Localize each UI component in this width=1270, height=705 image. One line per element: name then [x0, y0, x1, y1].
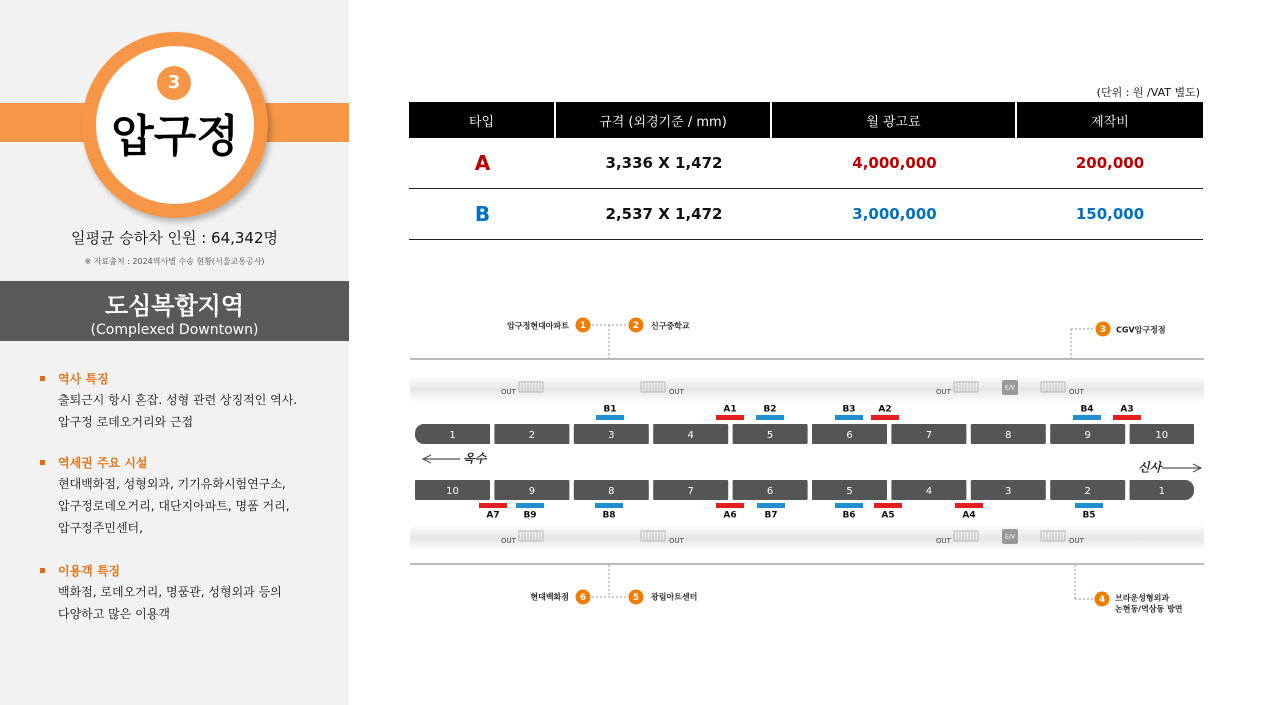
table-row — [409, 138, 1203, 189]
production-cost-cell: 200,000 — [1075, 154, 1145, 172]
monthly-fee-cell: 3,000,000 — [852, 205, 937, 223]
ad-marker — [835, 415, 863, 420]
out-label: OUT — [1069, 388, 1084, 396]
exit-number: 6 — [579, 593, 587, 603]
car-number: 3 — [608, 430, 615, 441]
marker-label: A2 — [878, 404, 892, 415]
elevator-label: E/V — [1005, 533, 1015, 541]
stairs-layer — [501, 380, 1085, 545]
marker-label: B4 — [1080, 404, 1094, 415]
car-number: 5 — [766, 430, 774, 441]
feature-line: 출퇴근시 항시 혼잡. 성형 관련 상징적인 역사. — [58, 393, 298, 407]
marker-label: B8 — [602, 510, 616, 521]
ad-marker — [756, 415, 784, 420]
station-name: 압구정 — [111, 111, 239, 162]
elevator-label: E/V — [1005, 384, 1015, 392]
source-note: ※ 자료출처 : 2024역사별 수송 현황(서울교통공사) — [84, 257, 265, 266]
marker-label: A3 — [1120, 404, 1134, 415]
car-number: 8 — [608, 486, 615, 497]
ad-marker — [596, 415, 624, 420]
ad-marker — [1075, 503, 1103, 508]
marker-label: A1 — [723, 404, 737, 415]
header-type: 타입 — [409, 102, 556, 138]
spec-cell: 2,537 X 1,472 — [605, 205, 723, 223]
out-label: OUT — [936, 537, 951, 545]
marker-label: B6 — [842, 510, 856, 521]
ad-marker — [1073, 415, 1101, 420]
marker-label: B7 — [764, 510, 778, 521]
feature-heading: 역세권 주요 시설 — [58, 456, 148, 470]
exit-number: 4 — [1098, 595, 1106, 605]
ad-marker — [479, 503, 507, 508]
top-exits — [507, 318, 1165, 359]
feature-line: 압구정 로데오거리와 근접 — [58, 415, 194, 429]
ad-marker — [516, 503, 544, 508]
marker-label: A7 — [486, 510, 500, 521]
exit-label: 논현동/역삼동 방면 — [1115, 604, 1183, 614]
header-spec: 규격 (외경기준 / mm) — [556, 102, 772, 138]
header-production-cost: 제작비 — [1017, 102, 1203, 138]
marker-label: B3 — [842, 404, 856, 415]
exit-number: 2 — [632, 321, 640, 331]
ad-marker — [716, 415, 744, 420]
car-number: 4 — [925, 486, 933, 497]
station-number-badge: 3 — [157, 66, 191, 100]
ad-marker — [955, 503, 983, 508]
car-number: 10 — [446, 486, 459, 497]
concourse-band — [410, 525, 1204, 551]
car-number: 1 — [449, 430, 456, 441]
out-label: OUT — [669, 537, 684, 545]
car-number: 3 — [1005, 486, 1012, 497]
platform-map — [405, 300, 1210, 630]
ad-markers — [479, 405, 1141, 521]
top-train — [415, 424, 1194, 444]
bullet-icon — [40, 460, 45, 465]
out-label: OUT — [501, 388, 516, 396]
concourse-band — [410, 376, 1204, 402]
exit-label: 브라운성형외과 — [1115, 593, 1170, 603]
car-number: 4 — [687, 430, 694, 441]
feature-facilities — [40, 454, 340, 539]
ad-marker — [874, 503, 902, 508]
car-number: 10 — [1155, 430, 1169, 441]
bullet-icon — [40, 568, 45, 573]
car-number: 1 — [1158, 486, 1165, 497]
bottom-train — [415, 480, 1194, 500]
ad-marker — [835, 503, 863, 508]
car-number: 9 — [528, 486, 536, 497]
feature-line: 현대백화점, 성형외과, 기기유화시험연구소, — [58, 477, 286, 491]
marker-label: A6 — [723, 510, 737, 521]
exit-label: 신구중학교 — [651, 321, 690, 331]
out-label: OUT — [1069, 537, 1084, 545]
area-title: 도심복합지역 — [104, 292, 245, 320]
car-number: 5 — [846, 486, 853, 497]
car-number: 8 — [1005, 430, 1012, 441]
exit-number: 1 — [579, 321, 587, 331]
ridership-text: 일평균 승하차 인원 : 64,342명 — [70, 229, 279, 247]
feature-line: 백화점, 로데오거리, 명품관, 성형외과 등의 — [58, 585, 282, 599]
exit-number: 5 — [632, 593, 640, 603]
car-number: 6 — [766, 486, 774, 497]
exit-number: 3 — [1099, 325, 1107, 335]
spec-cell: 3,336 X 1,472 — [605, 154, 723, 172]
table-row — [409, 189, 1203, 240]
feature-station — [40, 370, 340, 433]
marker-label: B9 — [523, 510, 537, 521]
production-cost-cell: 150,000 — [1075, 205, 1145, 223]
car-number: 2 — [528, 430, 536, 441]
area-type-box — [0, 281, 349, 341]
pricing-table — [409, 102, 1203, 240]
car-number: 2 — [1084, 486, 1091, 497]
ad-marker — [871, 415, 899, 420]
table-header — [409, 102, 1203, 138]
bottom-exits — [530, 565, 1182, 614]
marker-label: B1 — [603, 404, 617, 415]
ad-marker — [757, 503, 785, 508]
feature-users — [40, 562, 340, 625]
train-car-body — [1130, 480, 1184, 500]
feature-line: 압구정로데오거리, 대단지아파트, 명품 거리, — [58, 499, 290, 513]
train-car-body — [425, 424, 490, 444]
type-cell: A — [474, 151, 491, 175]
exit-label: 광림아트센터 — [651, 592, 698, 602]
bullet-icon — [40, 376, 45, 381]
exit-label: 현대백화점 — [530, 592, 569, 602]
feature-line: 다양하고 많은 이용객 — [58, 607, 170, 621]
marker-label: A5 — [881, 510, 895, 521]
car-number: 9 — [1084, 430, 1091, 441]
car-number: 6 — [846, 430, 853, 441]
header-monthly-fee: 월 광고료 — [772, 102, 1017, 138]
ad-marker — [1113, 415, 1141, 420]
ad-marker — [595, 503, 623, 508]
exit-label: CGV압구정점 — [1116, 325, 1166, 335]
marker-label: B5 — [1082, 510, 1096, 521]
car-number: 7 — [687, 486, 694, 497]
ad-marker — [716, 503, 744, 508]
out-label: OUT — [501, 537, 516, 545]
feature-heading: 역사 특징 — [58, 372, 109, 386]
direction-right-label: 신사 — [1138, 460, 1162, 475]
out-label: OUT — [936, 388, 951, 396]
monthly-fee-cell: 4,000,000 — [852, 154, 937, 172]
out-label: OUT — [669, 388, 684, 396]
feature-heading: 이용객 특징 — [58, 564, 121, 578]
feature-line: 압구정주민센터, — [58, 521, 143, 535]
marker-label: B2 — [763, 404, 777, 415]
area-subtitle: (Complexed Downtown) — [90, 322, 259, 338]
car-number: 7 — [925, 430, 933, 441]
type-cell: B — [474, 202, 491, 226]
unit-note: (단위 : 원 /VAT 별도) — [1096, 86, 1200, 99]
direction-left-label: 옥수 — [463, 451, 487, 466]
exit-label: 압구정현대아파트 — [507, 321, 569, 331]
marker-label: A4 — [962, 510, 976, 521]
